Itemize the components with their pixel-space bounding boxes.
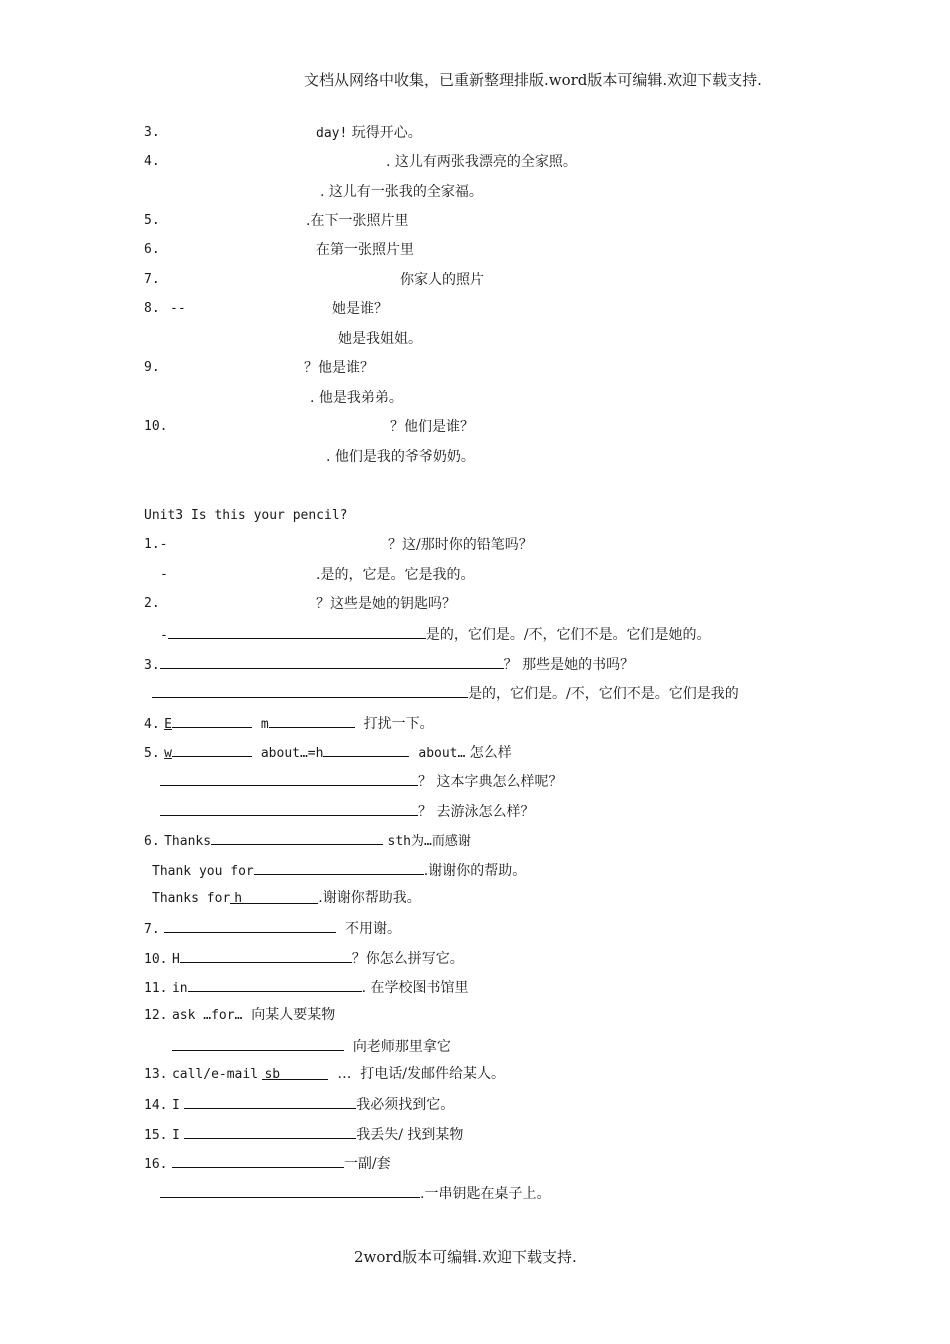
- chinese-text: 打电话/发邮件给某人。: [360, 1066, 506, 1082]
- english-text: Thanks for: [152, 891, 231, 906]
- chinese-text: ？他们是谁？: [390, 419, 474, 435]
- english-text: ask …for…: [171, 1008, 243, 1023]
- blank-line[interactable]: [262, 1065, 328, 1080]
- english-text: Thank you for: [152, 864, 254, 879]
- chinese-text: .在下一张照片里: [306, 213, 409, 229]
- line-text: [316, 124, 422, 143]
- item-number: 5.: [144, 746, 160, 761]
- item-number: 10.: [144, 419, 168, 434]
- chinese-text: 是的，它们是。/不，它们不是。它们是我的: [468, 686, 739, 702]
- blank-line[interactable]: [172, 1153, 344, 1168]
- item-number: 14.: [144, 1098, 168, 1113]
- blank-line[interactable]: [160, 801, 418, 816]
- answer-line: [144, 654, 634, 675]
- item-number: 7.: [144, 922, 160, 937]
- ellipsis: …: [337, 1066, 352, 1082]
- chinese-text: 我必须找到它。: [356, 1097, 455, 1113]
- blank-line[interactable]: [180, 948, 352, 963]
- english-text: Thanks: [164, 834, 212, 849]
- answer-line: [144, 977, 469, 998]
- blank-line[interactable]: [184, 1094, 356, 1109]
- chinese-text: ？他是谁？: [304, 360, 374, 376]
- blank-line[interactable]: [152, 683, 468, 698]
- english-text: in: [171, 981, 188, 996]
- hint-letter: H: [171, 952, 180, 967]
- blank-line[interactable]: [160, 771, 418, 786]
- chinese-text: 打扰一下。: [363, 716, 434, 732]
- chinese-text: . 他是我弟弟。: [310, 390, 403, 406]
- item-number: 3.: [144, 658, 160, 673]
- answer-line: [152, 683, 739, 703]
- blank-line[interactable]: [254, 860, 424, 875]
- answer-line: [172, 1036, 451, 1056]
- blank-line[interactable]: [160, 654, 504, 669]
- chinese-text: ？这些是她的钥匙吗？: [316, 596, 456, 612]
- item-number: 4.: [144, 154, 160, 169]
- chinese-text: 一副/套: [343, 1156, 391, 1172]
- item-number: 6.: [144, 834, 160, 849]
- chinese-text: 玩得开心。: [351, 125, 422, 141]
- chinese-text: 向老师那里拿它: [352, 1039, 451, 1055]
- chinese-text: 在第一张照片里: [316, 242, 414, 258]
- item-number: 11.: [144, 981, 168, 996]
- item-number: 7.: [144, 272, 160, 287]
- item-number: 16.: [144, 1157, 168, 1172]
- english-text: sth为…而感谢: [387, 834, 471, 849]
- english-text: day!: [316, 126, 348, 141]
- answer-line: [144, 1065, 505, 1084]
- dash-mark: -: [160, 567, 168, 582]
- item-number: 15.: [144, 1128, 168, 1143]
- english-text: about…=h: [260, 746, 324, 761]
- chinese-text: . 这儿有一张我的全家福。: [320, 184, 483, 200]
- item-number: 13.: [144, 1067, 168, 1082]
- hint-letter: m: [260, 717, 269, 732]
- blank-line[interactable]: [269, 713, 355, 728]
- chinese-text: ？ 那些是她的书吗？: [503, 657, 635, 673]
- dash-mark: --: [170, 301, 186, 316]
- english-text: call/e-mail: [171, 1067, 259, 1082]
- chinese-text: ？这/那时你的铅笔吗？: [388, 537, 533, 553]
- chinese-text: . 这儿有两张我漂亮的全家照。: [386, 154, 577, 170]
- answer-line: [160, 1183, 550, 1203]
- answer-line: [144, 1006, 335, 1025]
- item-number: 3.: [144, 125, 160, 140]
- english-text: about…: [418, 746, 466, 761]
- english-text: I: [171, 1098, 180, 1113]
- dash-mark: -: [160, 628, 168, 643]
- blank-line[interactable]: [184, 1124, 356, 1139]
- answer-line: [144, 830, 471, 851]
- item-number: 6.: [144, 242, 160, 257]
- answer-line: [160, 771, 562, 791]
- answer-line: [160, 624, 711, 645]
- blank-line[interactable]: [172, 742, 252, 757]
- item-number: 8.: [144, 301, 160, 316]
- item-number: 9.: [144, 360, 160, 375]
- chinese-text: 不用谢。: [345, 921, 402, 937]
- chinese-text: .谢谢你帮助我。: [318, 890, 421, 906]
- blank-line[interactable]: [188, 977, 362, 992]
- answer-line: [144, 948, 464, 969]
- item-number: 12.: [144, 1008, 168, 1023]
- unit-title: Unit3 Is this your pencil?: [144, 508, 348, 523]
- chinese-text: 她是谁？: [332, 301, 388, 317]
- item-number: 4.: [144, 717, 160, 732]
- item-number: 10.: [144, 952, 168, 967]
- chinese-text: .谢谢你的帮助。: [423, 863, 527, 879]
- hint-letter: E: [164, 717, 172, 732]
- chinese-text: .是的，它是。它是我的。: [316, 567, 475, 583]
- answer-line: [144, 918, 401, 939]
- chinese-text: 我丢失/ 找到某物: [356, 1127, 464, 1143]
- answer-line: [144, 713, 434, 734]
- chinese-text: . 他们是我的爷爷奶奶。: [326, 449, 475, 465]
- chinese-text: 她是我姐姐。: [338, 331, 422, 347]
- blank-line[interactable]: [172, 1036, 344, 1051]
- hint-letter: h: [234, 891, 243, 906]
- blank-line[interactable]: [164, 918, 336, 933]
- answer-line: [144, 742, 512, 763]
- blank-line[interactable]: [172, 713, 252, 728]
- page-header: 文档从网络中收集，已重新整理排版.word版本可编辑.欢迎下载支持.: [304, 71, 762, 89]
- chinese-text: ？ 这本字典怎么样呢？: [418, 774, 563, 790]
- answer-line: [160, 801, 534, 821]
- hint-letter: w: [164, 746, 172, 761]
- answer-line: [152, 860, 526, 881]
- blank-line[interactable]: [168, 624, 426, 639]
- chinese-text: ？ 去游泳怎么样？: [418, 804, 535, 820]
- blank-line[interactable]: [323, 742, 409, 757]
- page-footer: 2word版本可编辑.欢迎下载支持.: [354, 1248, 577, 1266]
- blank-line[interactable]: [230, 889, 318, 904]
- chinese-text: 是的，它们是。/不，它们不是。它们是她的。: [425, 627, 711, 643]
- item-number: 5.: [144, 213, 160, 228]
- item-number: 1.-: [144, 537, 168, 552]
- answer-line: [144, 1124, 463, 1145]
- answer-line: [144, 1153, 391, 1174]
- chinese-text: 怎么样: [469, 745, 512, 761]
- item-number: 2.: [144, 596, 160, 611]
- english-text: I: [171, 1128, 180, 1143]
- chinese-text: .一串钥匙在桌子上。: [420, 1186, 551, 1202]
- hint-word: sb: [264, 1067, 281, 1082]
- blank-line[interactable]: [211, 830, 383, 845]
- chinese-text: 你家人的照片: [400, 272, 484, 288]
- chinese-text: 向某人要某物: [251, 1007, 336, 1023]
- answer-line: [144, 1094, 454, 1115]
- blank-line[interactable]: [160, 1183, 420, 1198]
- answer-line: [152, 889, 421, 908]
- chinese-text: ？你怎么拼写它。: [351, 951, 464, 967]
- chinese-text: . 在学校图书馆里: [361, 980, 469, 996]
